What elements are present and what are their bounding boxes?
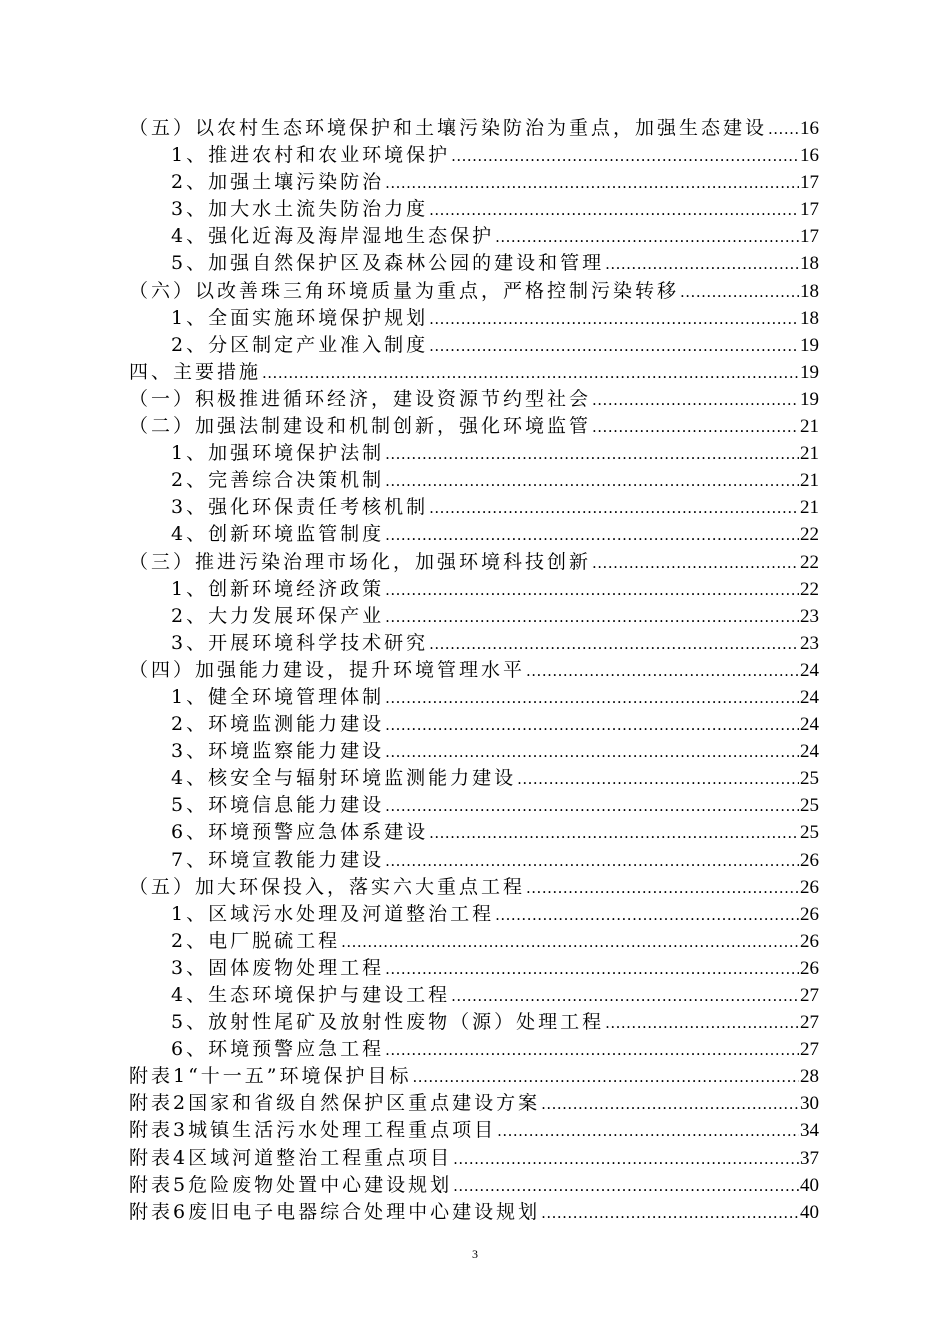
toc-dot-leader xyxy=(429,197,799,224)
toc-entry-title: 4、强化近海及海岸湿地生态保护 xyxy=(171,225,495,248)
toc-entry-page: 27 xyxy=(800,1012,819,1034)
toc-entry-page: 34 xyxy=(800,1120,819,1142)
toc-entry-page: 26 xyxy=(800,903,819,925)
toc-entry[interactable] xyxy=(129,1199,819,1226)
toc-entry[interactable] xyxy=(129,819,819,846)
toc-dot-leader xyxy=(385,522,799,549)
toc-entry[interactable] xyxy=(129,332,819,359)
toc-entry-page: 21 xyxy=(800,416,819,438)
page-number: 3 xyxy=(472,1247,478,1261)
toc-entry-title: 2、环境监测能力建设 xyxy=(171,713,385,736)
toc-entry-title: 2、电厂脱硫工程 xyxy=(171,929,341,952)
toc-entry-page: 16 xyxy=(800,118,819,139)
toc-entry[interactable] xyxy=(129,657,819,684)
toc-dot-leader xyxy=(495,224,799,251)
toc-entry-page: 21 xyxy=(800,443,819,465)
toc-entry[interactable] xyxy=(129,765,819,792)
toc-entry[interactable] xyxy=(129,250,819,277)
toc-dot-leader xyxy=(262,360,799,387)
toc-entry-title: （一）积极推进循环经济，建设资源节约型社会 xyxy=(129,387,592,410)
toc-entry-page: 24 xyxy=(800,686,819,708)
toc-entry[interactable] xyxy=(129,305,819,332)
toc-entry[interactable] xyxy=(129,169,819,196)
toc-entry-title: （五）以农村生态环境保护和土壤污染防治为重点，加强生态建设 xyxy=(129,117,768,139)
toc-dot-leader xyxy=(526,875,799,902)
toc-entry-page: 28 xyxy=(800,1066,819,1088)
toc-entry[interactable] xyxy=(129,1036,819,1063)
toc-entry-title: 附表1“十一五”环境保护目标 xyxy=(129,1065,412,1088)
toc-entry[interactable] xyxy=(129,711,819,738)
toc-entry-title: 5、放射性尾矿及放射性废物（源）处理工程 xyxy=(171,1011,605,1034)
toc-entry[interactable] xyxy=(129,549,819,576)
toc-entry-page: 23 xyxy=(800,632,819,654)
toc-dot-leader xyxy=(768,116,799,143)
toc-entry-page: 16 xyxy=(800,145,819,167)
toc-dot-leader xyxy=(429,820,799,847)
toc-entry-title: （五）加大环保投入，落实六大重点工程 xyxy=(129,875,526,898)
toc-entry-page: 24 xyxy=(800,714,819,736)
toc-dot-leader xyxy=(429,495,799,522)
toc-entry[interactable] xyxy=(129,115,819,142)
toc-entry[interactable] xyxy=(129,576,819,603)
toc-entry-title: 3、加大水土流失防治力度 xyxy=(171,198,429,221)
toc-dot-leader xyxy=(429,306,799,333)
toc-entry[interactable] xyxy=(129,1009,819,1036)
toc-dot-leader xyxy=(541,1091,799,1118)
toc-entry-page: 37 xyxy=(800,1147,819,1169)
toc-dot-leader xyxy=(385,793,799,820)
toc-entry-page: 17 xyxy=(800,172,819,194)
toc-entry[interactable] xyxy=(129,982,819,1009)
table-of-contents xyxy=(129,115,819,1226)
toc-entry-title: 1、区域污水处理及河道整治工程 xyxy=(171,902,495,925)
toc-entry-page: 26 xyxy=(800,876,819,898)
toc-dot-leader xyxy=(541,1200,799,1227)
toc-dot-leader xyxy=(592,414,799,441)
toc-dot-leader xyxy=(385,577,799,604)
toc-entry-page: 26 xyxy=(800,849,819,871)
toc-entry-page: 23 xyxy=(800,605,819,627)
toc-entry-title: 1、创新环境经济政策 xyxy=(171,577,385,600)
toc-entry[interactable] xyxy=(129,440,819,467)
toc-entry-page: 40 xyxy=(800,1174,819,1196)
toc-entry-page: 18 xyxy=(800,280,819,302)
toc-entry-title: 4、创新环境监管制度 xyxy=(171,523,385,546)
toc-entry[interactable] xyxy=(129,874,819,901)
toc-dot-leader xyxy=(429,631,799,658)
toc-entry[interactable] xyxy=(129,684,819,711)
toc-dot-leader xyxy=(517,766,799,793)
toc-entry[interactable] xyxy=(129,142,819,169)
toc-dot-leader xyxy=(385,712,799,739)
toc-dot-leader xyxy=(429,333,799,360)
toc-entry-title: 4、核安全与辐射环境监测能力建设 xyxy=(171,767,517,790)
toc-entry[interactable] xyxy=(129,386,819,413)
toc-entry-page: 22 xyxy=(800,551,819,573)
toc-entry-page: 22 xyxy=(800,578,819,600)
toc-entry-page: 19 xyxy=(800,388,819,410)
toc-entry-page: 22 xyxy=(800,524,819,546)
toc-dot-leader xyxy=(341,929,799,956)
toc-entry-title: 1、推进农村和农业环境保护 xyxy=(171,144,451,167)
toc-entry[interactable] xyxy=(129,928,819,955)
toc-entry-page: 30 xyxy=(800,1093,819,1115)
toc-dot-leader xyxy=(385,739,799,766)
toc-dot-leader xyxy=(385,848,799,875)
toc-dot-leader xyxy=(385,956,799,983)
toc-entry[interactable] xyxy=(129,359,819,386)
toc-entry-title: （四）加强能力建设，提升环境管理水平 xyxy=(129,658,526,681)
toc-entry[interactable] xyxy=(129,196,819,223)
toc-entry-title: 附表5危险废物处置中心建设规划 xyxy=(129,1173,453,1196)
toc-entry[interactable] xyxy=(129,494,819,521)
toc-dot-leader xyxy=(413,1064,799,1091)
toc-dot-leader xyxy=(385,604,799,631)
toc-entry-title: 1、健全环境管理体制 xyxy=(171,685,385,708)
toc-entry[interactable] xyxy=(129,413,819,440)
toc-entry[interactable] xyxy=(129,1117,819,1144)
toc-entry-title: 3、固体废物处理工程 xyxy=(171,956,385,979)
toc-dot-leader xyxy=(592,550,799,577)
toc-entry-title: 附表4区域河道整治工程重点项目 xyxy=(129,1146,453,1169)
toc-entry-page: 18 xyxy=(800,253,819,275)
toc-entry[interactable] xyxy=(129,521,819,548)
toc-entry-page: 27 xyxy=(800,985,819,1006)
toc-entry-page: 26 xyxy=(800,930,819,952)
toc-entry-title: 2、大力发展环保产业 xyxy=(171,604,385,627)
toc-entry[interactable] xyxy=(129,603,819,630)
toc-entry[interactable] xyxy=(129,223,819,250)
toc-entry-title: 4、生态环境保护与建设工程 xyxy=(171,984,451,1006)
toc-entry[interactable] xyxy=(129,955,819,982)
toc-entry-page: 21 xyxy=(800,470,819,492)
toc-entry-title: 3、开展环境科学技术研究 xyxy=(171,631,429,654)
toc-entry[interactable] xyxy=(129,278,819,305)
toc-entry[interactable] xyxy=(129,901,819,928)
toc-entry-title: 3、环境监察能力建设 xyxy=(171,740,385,763)
toc-dot-leader xyxy=(385,1037,799,1064)
toc-dot-leader xyxy=(497,1118,799,1145)
toc-dot-leader xyxy=(605,1010,799,1037)
toc-dot-leader xyxy=(526,658,799,685)
toc-dot-leader xyxy=(453,1146,799,1173)
toc-entry-page: 17 xyxy=(800,226,819,248)
toc-entry-title: 3、强化环保责任考核机制 xyxy=(171,496,429,519)
toc-dot-leader xyxy=(453,1173,799,1200)
toc-dot-leader xyxy=(385,441,799,468)
toc-entry[interactable] xyxy=(129,630,819,657)
toc-entry[interactable] xyxy=(129,1090,819,1117)
toc-entry-page: 26 xyxy=(800,957,819,979)
toc-entry-page: 17 xyxy=(800,199,819,221)
toc-entry-title: （二）加强法制建设和机制创新，强化环境监管 xyxy=(129,415,592,438)
toc-dot-leader xyxy=(592,387,799,414)
toc-entry[interactable] xyxy=(129,738,819,765)
toc-entry-page: 25 xyxy=(800,795,819,817)
toc-entry-title: （六）以改善珠三角环境质量为重点，严格控制污染转移 xyxy=(129,279,680,302)
toc-dot-leader xyxy=(680,279,799,306)
toc-entry[interactable] xyxy=(129,1145,819,1172)
toc-entry-title: 6、环境预警应急体系建设 xyxy=(171,821,429,844)
toc-dot-leader xyxy=(451,143,799,170)
toc-entry-title: 2、分区制定产业准入制度 xyxy=(171,333,429,356)
toc-entry-title: 5、加强自然保护区及森林公园的建设和管理 xyxy=(171,252,605,275)
toc-entry[interactable] xyxy=(129,847,819,874)
toc-dot-leader xyxy=(385,685,799,712)
toc-entry-title: （三）推进污染治理市场化，加强环境科技创新 xyxy=(129,550,592,573)
toc-dot-leader xyxy=(385,468,799,495)
toc-entry-title: 附表3城镇生活污水处理工程重点项目 xyxy=(129,1119,497,1142)
toc-entry-page: 25 xyxy=(800,768,819,790)
toc-dot-leader xyxy=(385,170,799,197)
toc-entry[interactable] xyxy=(129,1063,819,1090)
toc-dot-leader xyxy=(605,251,799,278)
toc-entry-title: 5、环境信息能力建设 xyxy=(171,794,385,817)
toc-entry-page: 19 xyxy=(800,334,819,356)
toc-entry-title: 附表2国家和省级自然保护区重点建设方案 xyxy=(129,1092,541,1115)
toc-entry-title: 1、加强环境保护法制 xyxy=(171,442,385,465)
toc-entry-title: 四、主要措施 xyxy=(129,360,262,383)
toc-entry-page: 18 xyxy=(800,307,819,329)
toc-entry-page: 24 xyxy=(800,659,819,681)
toc-entry-page: 19 xyxy=(800,361,819,383)
toc-entry[interactable] xyxy=(129,792,819,819)
toc-dot-leader xyxy=(451,983,799,1010)
toc-entry-page: 40 xyxy=(800,1201,819,1223)
toc-entry-title: 2、加强土壤污染防治 xyxy=(171,171,385,194)
toc-entry-page: 24 xyxy=(800,741,819,763)
toc-entry-title: 6、环境预警应急工程 xyxy=(171,1038,385,1061)
toc-entry-title: 1、全面实施环境保护规划 xyxy=(171,306,429,329)
toc-dot-leader xyxy=(495,902,799,929)
toc-entry-page: 27 xyxy=(800,1039,819,1061)
toc-entry-page: 25 xyxy=(800,822,819,844)
toc-entry[interactable] xyxy=(129,467,819,494)
toc-entry-title: 7、环境宣教能力建设 xyxy=(171,848,385,871)
toc-entry-page: 21 xyxy=(800,497,819,519)
toc-entry-title: 附表6废旧电子电器综合处理中心建设规划 xyxy=(129,1200,541,1223)
toc-entry[interactable] xyxy=(129,1172,819,1199)
toc-entry-title: 2、完善综合决策机制 xyxy=(171,469,385,492)
